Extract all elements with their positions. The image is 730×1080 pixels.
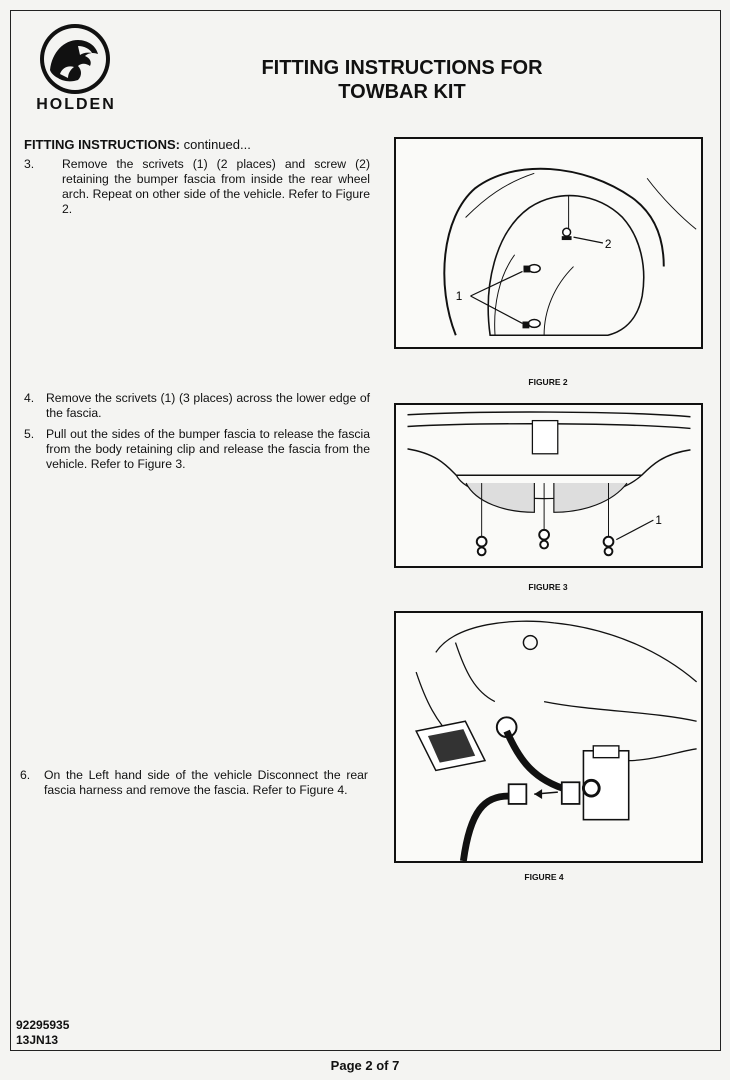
brand-name: HOLDEN <box>36 96 116 113</box>
screw-icon <box>563 228 571 236</box>
section-label: FITTING INSTRUCTIONS: <box>24 137 180 152</box>
figure-4-harness-diagram <box>394 611 703 863</box>
part-number: 92295935 <box>16 1018 70 1032</box>
scrivet-icon <box>477 537 487 547</box>
step-text: Pull out the sides of the bumper fascia to release the fascia from the body retaining clip and release the fascia from the vehicle. Refer to Figure 3. <box>46 427 370 471</box>
scrivet-icon <box>604 537 614 547</box>
figure-2-wheel-arch-diagram <box>394 137 703 349</box>
scrivet-icon <box>528 320 540 328</box>
step-number: 4. <box>24 391 35 405</box>
arrow-left-icon <box>534 789 542 799</box>
connector-icon <box>509 784 527 804</box>
callout-2: 2 <box>604 237 612 251</box>
step-text: Remove the scrivets (1) (2 places) and screw (2) retaining the bumper fascia from inside the rear wheel arch. Repeat on other side of the vehicle. Refer to Figure 2. <box>62 157 370 216</box>
step-3 <box>24 157 370 217</box>
scrivet-icon <box>539 530 549 540</box>
step-text: Remove the scrivets (1) (3 places) across the lower edge of the fascia. <box>46 391 370 420</box>
step-5 <box>24 427 370 472</box>
step-number: 5. <box>24 427 35 441</box>
step-number: 6. <box>20 768 31 782</box>
step-4 <box>24 391 370 421</box>
figure-3-caption: FIGURE 3 <box>528 582 568 592</box>
step-number: 3. <box>24 157 35 171</box>
title-line-1: FITTING INSTRUCTIONS FOR <box>261 57 543 79</box>
document-number <box>16 1018 69 1048</box>
callout-1: 1 <box>655 514 662 528</box>
page-title <box>212 56 592 104</box>
page-number: Page 2 of 7 <box>330 1058 400 1073</box>
wheel-arch-illustration <box>396 139 701 347</box>
connector-icon <box>562 782 580 804</box>
harness-connector-illustration <box>396 613 701 861</box>
step-6 <box>20 768 368 798</box>
holden-lion-logo-icon <box>38 22 112 96</box>
figure-2-caption: FIGURE 2 <box>528 377 568 387</box>
bumper-underside-illustration <box>396 405 701 566</box>
figure-4-caption: FIGURE 4 <box>524 872 564 882</box>
section-continued: continued... <box>180 137 251 152</box>
title-line-2: TOWBAR KIT <box>338 81 466 103</box>
callout-1: 1 <box>455 289 463 303</box>
figure-3-bumper-diagram <box>394 403 703 568</box>
date-code: 13JN13 <box>16 1033 59 1047</box>
step-text: On the Left hand side of the vehicle Disconnect the rear fascia harness and remove the fascia. Refer to Figure 4. <box>44 768 368 797</box>
section-heading <box>24 137 251 152</box>
